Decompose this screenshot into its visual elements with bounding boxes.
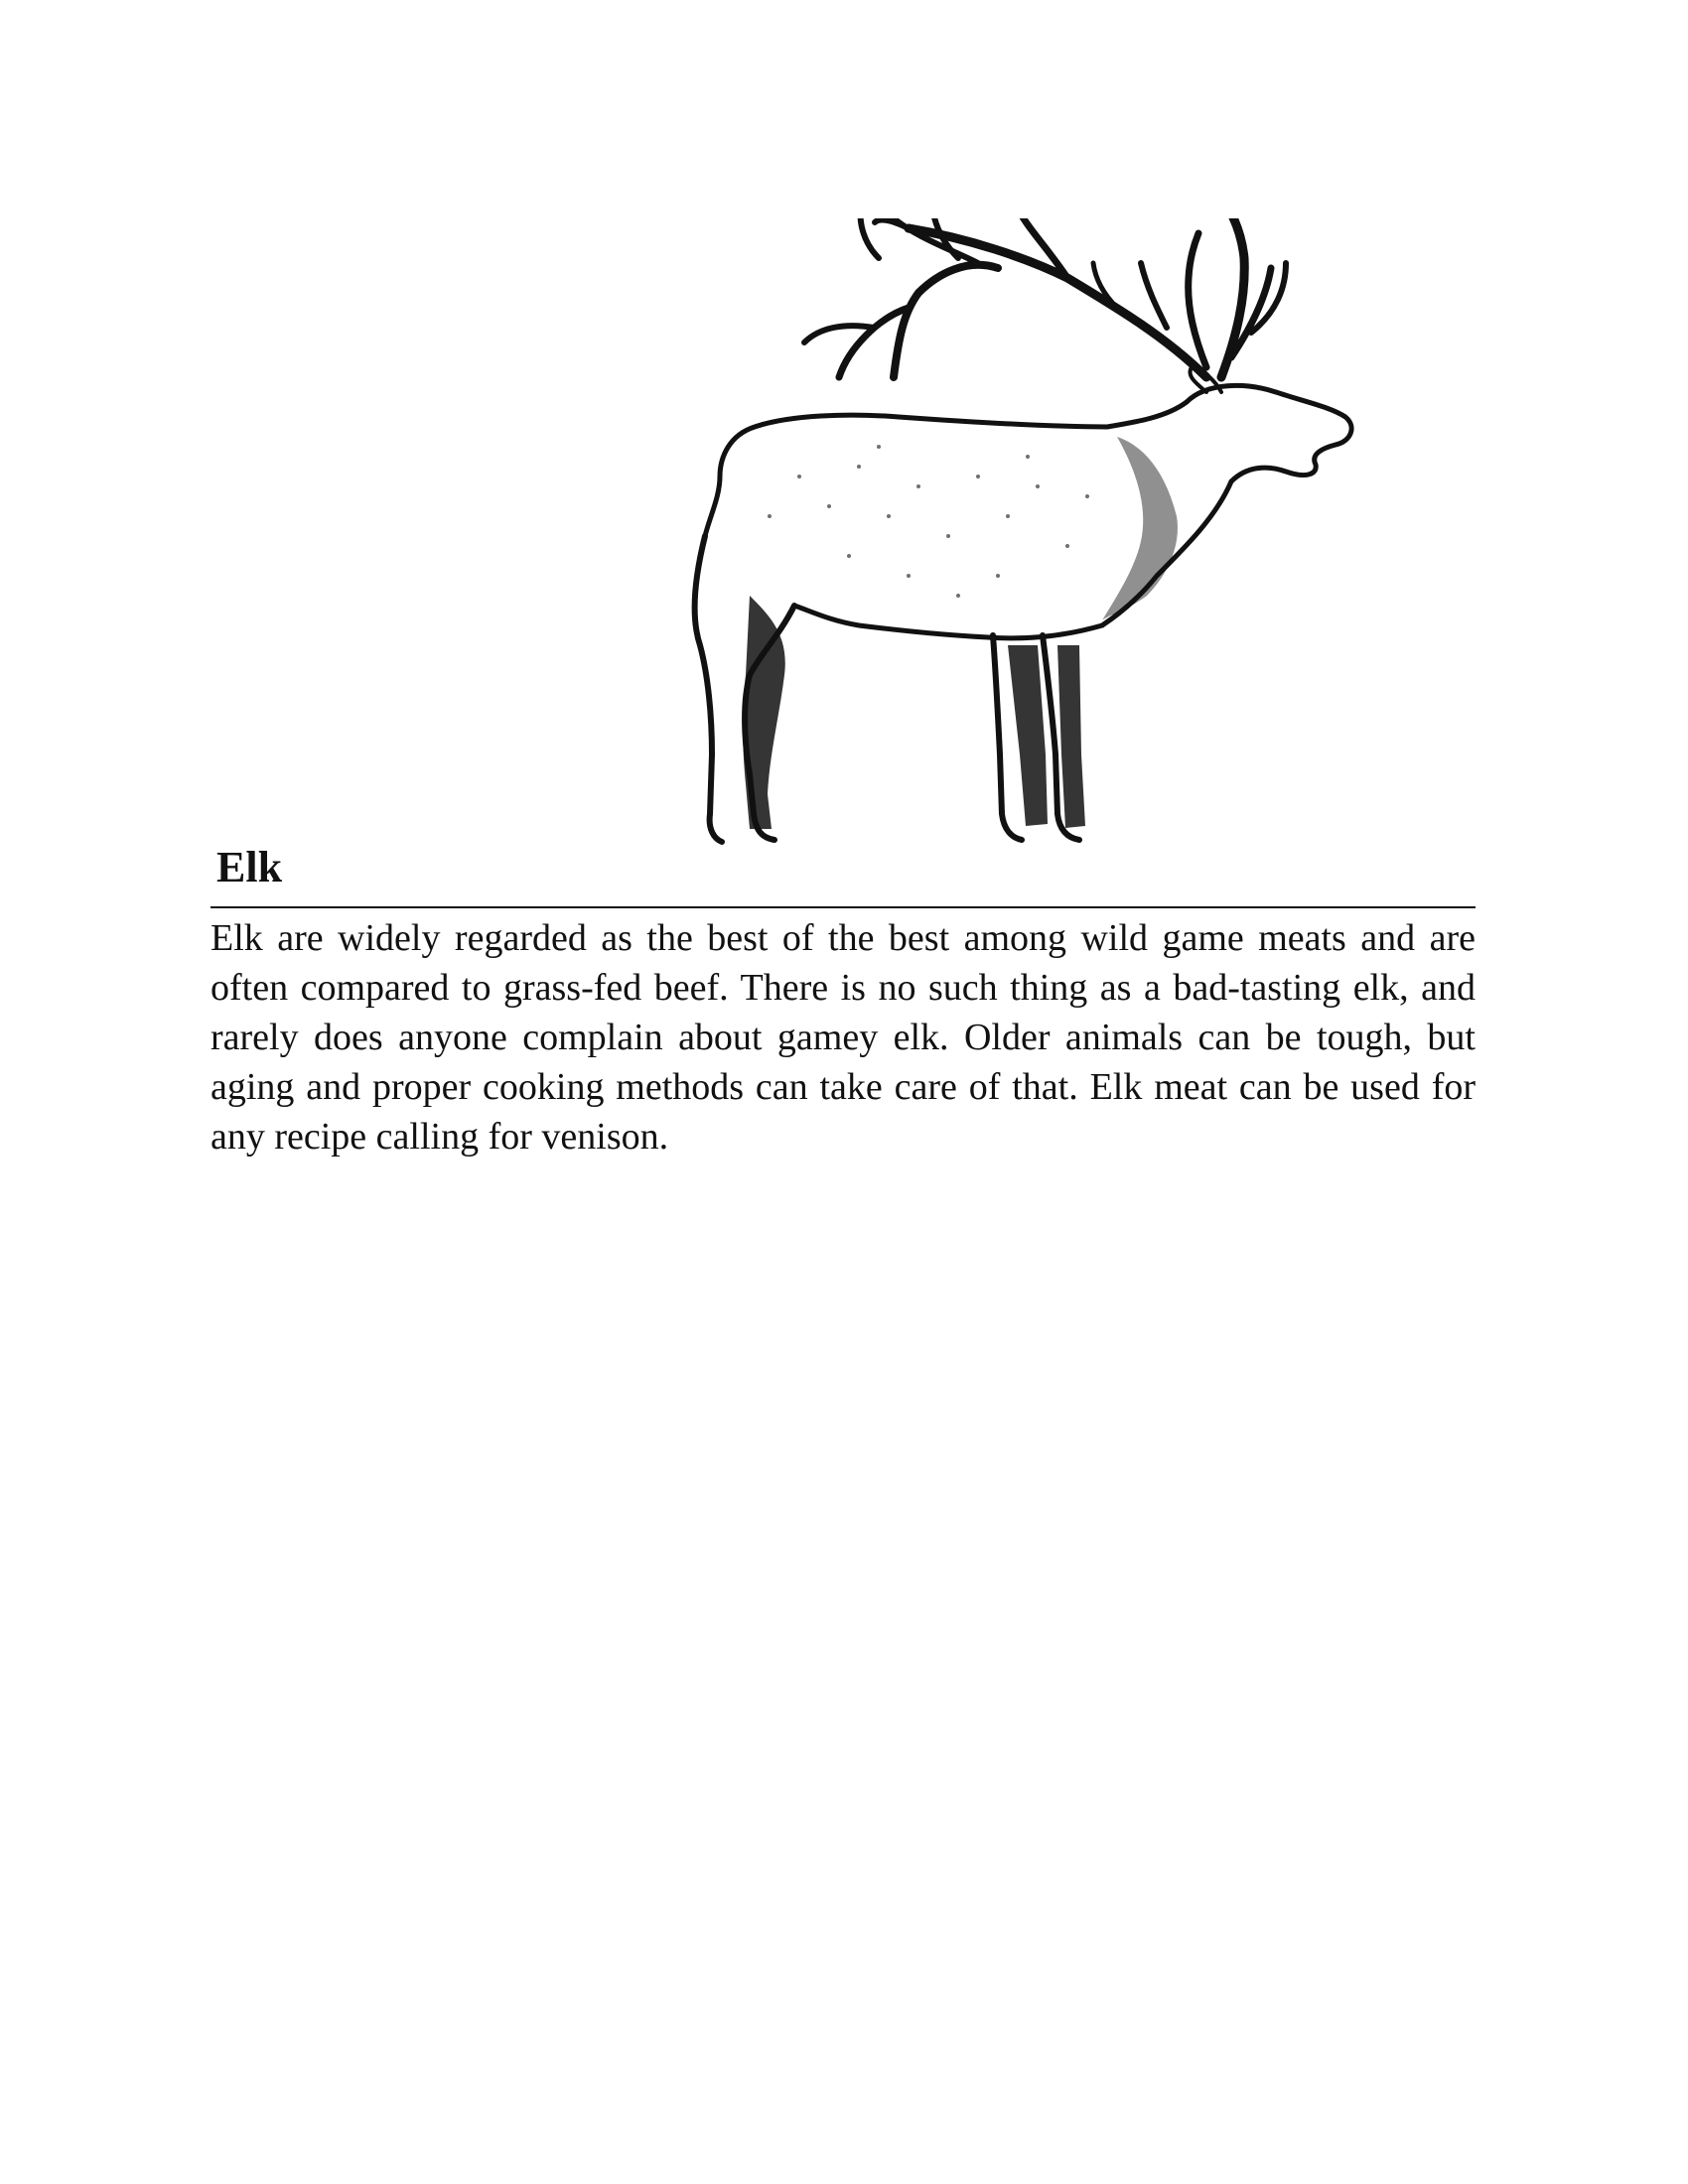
section-heading: Elk [216,843,283,891]
heading-divider [211,906,1476,908]
section-paragraph: Elk are widely regarded as the best of the best among wild game meats and are often compared to grass-fed beef. There is no such thing as a bad-tasting elk, and rarely does anyone complain about gamey elk. Older animals can be tough, but aging and proper cooking methods can take care of that. Elk meat can be used for any recipe calling for venison. [211,917,1476,1158]
elk-illustration-icon [650,218,1425,874]
